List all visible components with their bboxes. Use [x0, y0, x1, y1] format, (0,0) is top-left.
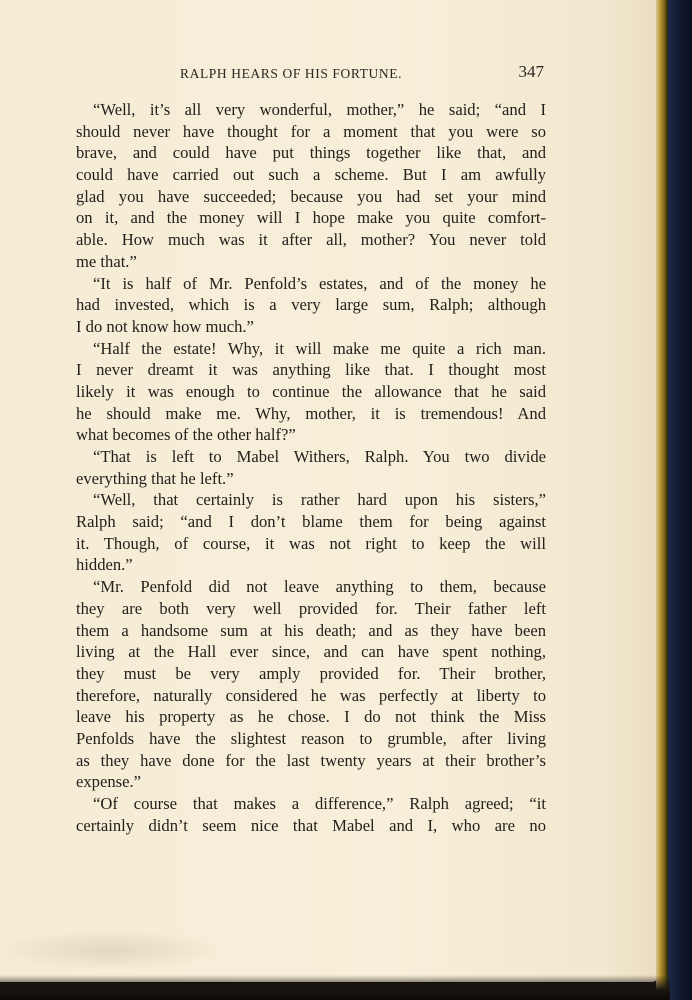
- text-line: could have carried out such a scheme. But I am awfully: [76, 165, 546, 185]
- paragraph: [76, 446, 546, 489]
- text-line: living at the Hall ever since, and can have spent nothing,: [76, 642, 546, 662]
- text-line: had invested, which is a very large sum, Ralph; although: [76, 295, 546, 315]
- book-cover-edge: [668, 0, 692, 1000]
- body-text: [76, 99, 546, 836]
- text-line: therefore, naturally considered he was perfectly at liberty to: [76, 685, 546, 705]
- text-line: likely it was enough to continue the allowance that he said: [76, 381, 546, 401]
- text-line: he should make me. Why, mother, it is tremendous! And: [76, 403, 546, 423]
- text-line: brave, and could have put things together like that, and: [76, 143, 546, 163]
- paper-smudge: [0, 930, 220, 970]
- text-line: expense.”: [76, 772, 141, 792]
- text-line: “It is half of Mr. Penfold’s estates, and of the money he: [93, 273, 546, 293]
- text-line: glad you have succeeded; because you had set your mind: [76, 186, 546, 206]
- text-line: certainly didn’t seem nice that Mabel and I, who are no: [76, 815, 546, 835]
- paragraph: [76, 273, 546, 338]
- text-line: everything that he left.”: [76, 468, 234, 488]
- text-line: Penfolds have the slightest reason to grumble, after living: [76, 728, 546, 748]
- text-line: “Well, it’s all very wonderful, mother,” he said; “and I: [93, 100, 546, 119]
- text-line: should never have thought for a moment that you were so: [76, 121, 546, 141]
- gilt-page-edge: [656, 0, 668, 995]
- text-line: them a handsome sum at his death; and as they have been: [76, 620, 546, 640]
- text-line: “That is left to Mabel Withers, Ralph. You two divide: [93, 447, 546, 466]
- text-line: what becomes of the other half?”: [76, 425, 296, 445]
- text-line: “Mr. Penfold did not leave anything to them, because: [93, 577, 546, 597]
- text-line: as they have done for the last twenty years at their brother’s: [76, 750, 546, 770]
- text-line: able. How much was it after all, mother? You never told: [76, 230, 546, 250]
- running-head: [76, 62, 546, 84]
- paragraph: [76, 576, 546, 793]
- text-line: hidden.”: [76, 555, 133, 575]
- text-line: “Half the estate! Why, it will make me quite a rich man.: [93, 338, 546, 358]
- text-line: me that.”: [76, 251, 137, 271]
- paragraph: [76, 793, 546, 836]
- text-line: they are both very well provided for. Their father left: [76, 598, 546, 618]
- paragraph: [76, 489, 546, 576]
- text-line: Ralph said; “and I don’t blame them for being against: [76, 512, 546, 532]
- text-line: I do not know how much.”: [76, 316, 254, 336]
- paragraph: [76, 338, 546, 446]
- text-line: I never dreamt it was anything like that. I thought most: [76, 360, 546, 380]
- text-line: on it, and the money will I hope make you quite comfort-: [76, 208, 546, 228]
- text-line: “Of course that makes a difference,” Ralph agreed; “it: [93, 794, 546, 813]
- running-title: RALPH HEARS OF HIS FORTUNE.: [180, 66, 403, 81]
- page-number: 347: [518, 62, 544, 81]
- paragraph: [76, 99, 546, 273]
- text-line: it. Though, of course, it was not right to keep the will: [76, 533, 546, 553]
- bottom-shadow: [0, 975, 670, 1000]
- text-line: leave his property as he chose. I do not think the Miss: [76, 707, 546, 727]
- text-line: they must be very amply provided for. Their brother,: [76, 663, 546, 683]
- text-line: “Well, that certainly is rather hard upon his sisters,”: [93, 490, 546, 510]
